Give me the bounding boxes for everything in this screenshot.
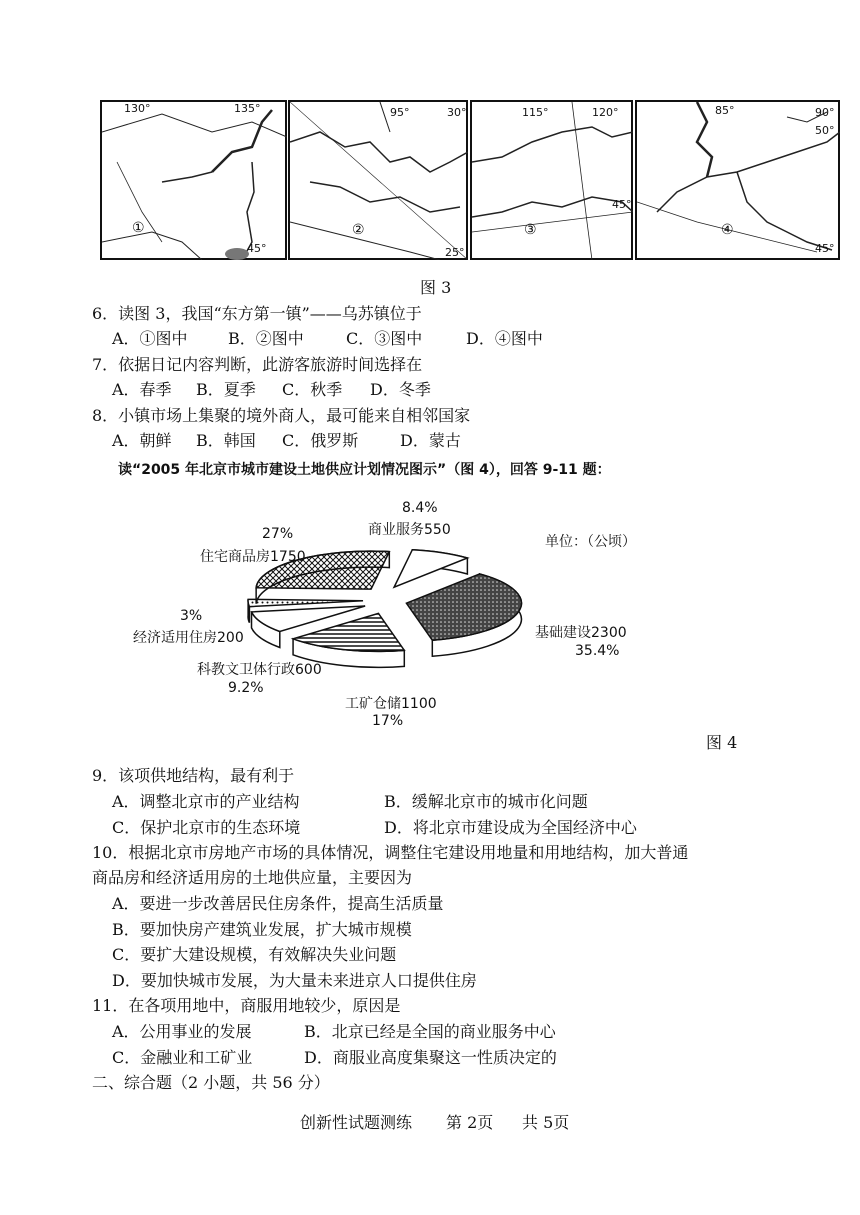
map-2-mark: ② bbox=[352, 222, 365, 238]
map-1-mark: ① bbox=[132, 220, 145, 236]
q8-option-d: D．蒙古 bbox=[400, 431, 461, 450]
label-infra: 基础建设2300 bbox=[535, 625, 627, 641]
pie-slice-6 bbox=[394, 550, 467, 588]
label-commercial-pct: 8.4% bbox=[402, 500, 438, 516]
map-3-lon-a: 115° bbox=[522, 106, 549, 119]
q9-option-d: D．将北京市建设成为全国经济中心 bbox=[384, 818, 637, 837]
q8-option-b: B．韩国 bbox=[196, 431, 256, 450]
q6-option-c: C．③图中 bbox=[346, 329, 423, 348]
q11-option-c: C．金融业和工矿业 bbox=[112, 1048, 253, 1067]
q6-option-b: B．②图中 bbox=[228, 329, 304, 348]
figure-3-caption: 图 3 bbox=[420, 278, 452, 297]
label-affordable: 经济适用住房200 bbox=[133, 630, 244, 646]
q7-stem: 7．依据日记内容判断，此游客旅游时间选择在 bbox=[92, 355, 423, 374]
q11-option-b: B．北京已经是全国的商业服务中心 bbox=[304, 1022, 556, 1041]
q7-option-b: B．夏季 bbox=[196, 380, 256, 399]
q8-option-c: C．俄罗斯 bbox=[282, 431, 359, 450]
q8-option-a: A．朝鲜 bbox=[112, 431, 172, 450]
label-education: 科教文卫体行政600 bbox=[197, 662, 322, 678]
map-1-lat: 45° bbox=[247, 242, 267, 255]
map-4-mark: ④ bbox=[721, 222, 734, 238]
label-housing-pct: 27% bbox=[262, 526, 294, 542]
q11-stem: 11．在各项用地中，商服用地较少，原因是 bbox=[92, 996, 401, 1015]
label-industry: 工矿仓储1100 bbox=[345, 696, 437, 712]
section-2-heading: 二、综合题（2 小题，共 56 分） bbox=[92, 1073, 330, 1092]
map-panel-2 bbox=[288, 100, 468, 260]
map-lines-4 bbox=[637, 102, 840, 260]
figure-4-caption: 图 4 bbox=[706, 733, 738, 752]
map-1-lon-b: 135° bbox=[234, 102, 261, 115]
label-education-pct: 9.2% bbox=[228, 680, 264, 696]
q9-option-a: A．调整北京市的产业结构 bbox=[112, 792, 300, 811]
q10-stem-line1: 10．根据北京市房地产市场的具体情况，调整住宅建设用地量和用地结构，加大普通 bbox=[92, 843, 689, 862]
map-3-lon-b: 120° bbox=[592, 106, 619, 119]
pie-slice-1 bbox=[406, 574, 521, 656]
label-infra-pct: 35.4% bbox=[575, 643, 620, 659]
footer-title: 创新性试题测练 bbox=[300, 1113, 413, 1132]
q10-option-d: D．要加快城市发展，为大量未来进京人口提供住房 bbox=[112, 971, 477, 990]
map-3-lat: 45° bbox=[612, 198, 632, 211]
map-4-lat-a: 50° bbox=[815, 124, 835, 137]
map-1-lon-a: 130° bbox=[124, 102, 151, 115]
q10-option-b: B．要加快房产建筑业发展，扩大城市规模 bbox=[112, 920, 412, 939]
q6-option-d: D．④图中 bbox=[466, 329, 543, 348]
map-lines-1 bbox=[102, 102, 287, 260]
label-housing: 住宅商品房1750 bbox=[200, 549, 306, 565]
map-4-lon-b: 90° bbox=[815, 106, 835, 119]
map-panel-4 bbox=[635, 100, 840, 260]
map-2-lat-b: 25° bbox=[445, 246, 465, 259]
map-panel-1 bbox=[100, 100, 287, 260]
q9-stem: 9．该项供地结构，最有利于 bbox=[92, 766, 295, 785]
q9-option-c: C．保护北京市的生态环境 bbox=[112, 818, 301, 837]
pie-slice-4-top bbox=[248, 599, 363, 606]
label-commercial: 商业服务550 bbox=[368, 522, 451, 538]
q6-option-a: A．①图中 bbox=[112, 329, 188, 348]
map-3-mark: ③ bbox=[524, 222, 537, 238]
label-industry-pct: 17% bbox=[372, 713, 404, 729]
map-4-lon-a: 85° bbox=[715, 104, 735, 117]
q7-option-d: D．冬季 bbox=[370, 380, 431, 399]
q10-option-a: A．要进一步改善居民住房条件，提高生活质量 bbox=[112, 894, 444, 913]
map-lines-2 bbox=[290, 102, 468, 260]
map-4-lat-b: 45° bbox=[815, 242, 835, 255]
figure-4-intro: 读“2005 年北京市城市建设土地供应计划情况图示”（图 4），回答 9-11 题： bbox=[118, 462, 611, 478]
q11-option-d: D．商服业高度集聚这一性质决定的 bbox=[304, 1048, 557, 1067]
footer-page: 第 2页 bbox=[446, 1113, 494, 1132]
pie-slices bbox=[248, 550, 521, 668]
q10-option-c: C．要扩大建设规模，有效解决失业问题 bbox=[112, 945, 397, 964]
q6-stem: 6．读图 3，我国“东方第一镇”——乌苏镇位于 bbox=[92, 304, 422, 323]
figure-3-maps bbox=[100, 100, 840, 265]
unit-label: 单位：（公顷） bbox=[545, 534, 636, 550]
q8-stem: 8．小镇市场上集聚的境外商人，最可能来自相邻国家 bbox=[92, 406, 471, 425]
q9-option-b: B．缓解北京市的城市化问题 bbox=[384, 792, 588, 811]
map-2-lon: 95° bbox=[390, 106, 410, 119]
q7-option-c: C．秋季 bbox=[282, 380, 343, 399]
q10-stem-line2: 商品房和经济适用房的土地供应量，主要因为 bbox=[92, 868, 413, 887]
map-lines-3 bbox=[472, 102, 633, 260]
footer-total: 共 5页 bbox=[522, 1113, 570, 1132]
map-2-lat-a: 30° bbox=[447, 106, 467, 119]
q7-option-a: A．春季 bbox=[112, 380, 172, 399]
q11-option-a: A．公用事业的发展 bbox=[112, 1022, 252, 1041]
map-panel-3 bbox=[470, 100, 633, 260]
label-affordable-pct: 3% bbox=[180, 608, 203, 624]
